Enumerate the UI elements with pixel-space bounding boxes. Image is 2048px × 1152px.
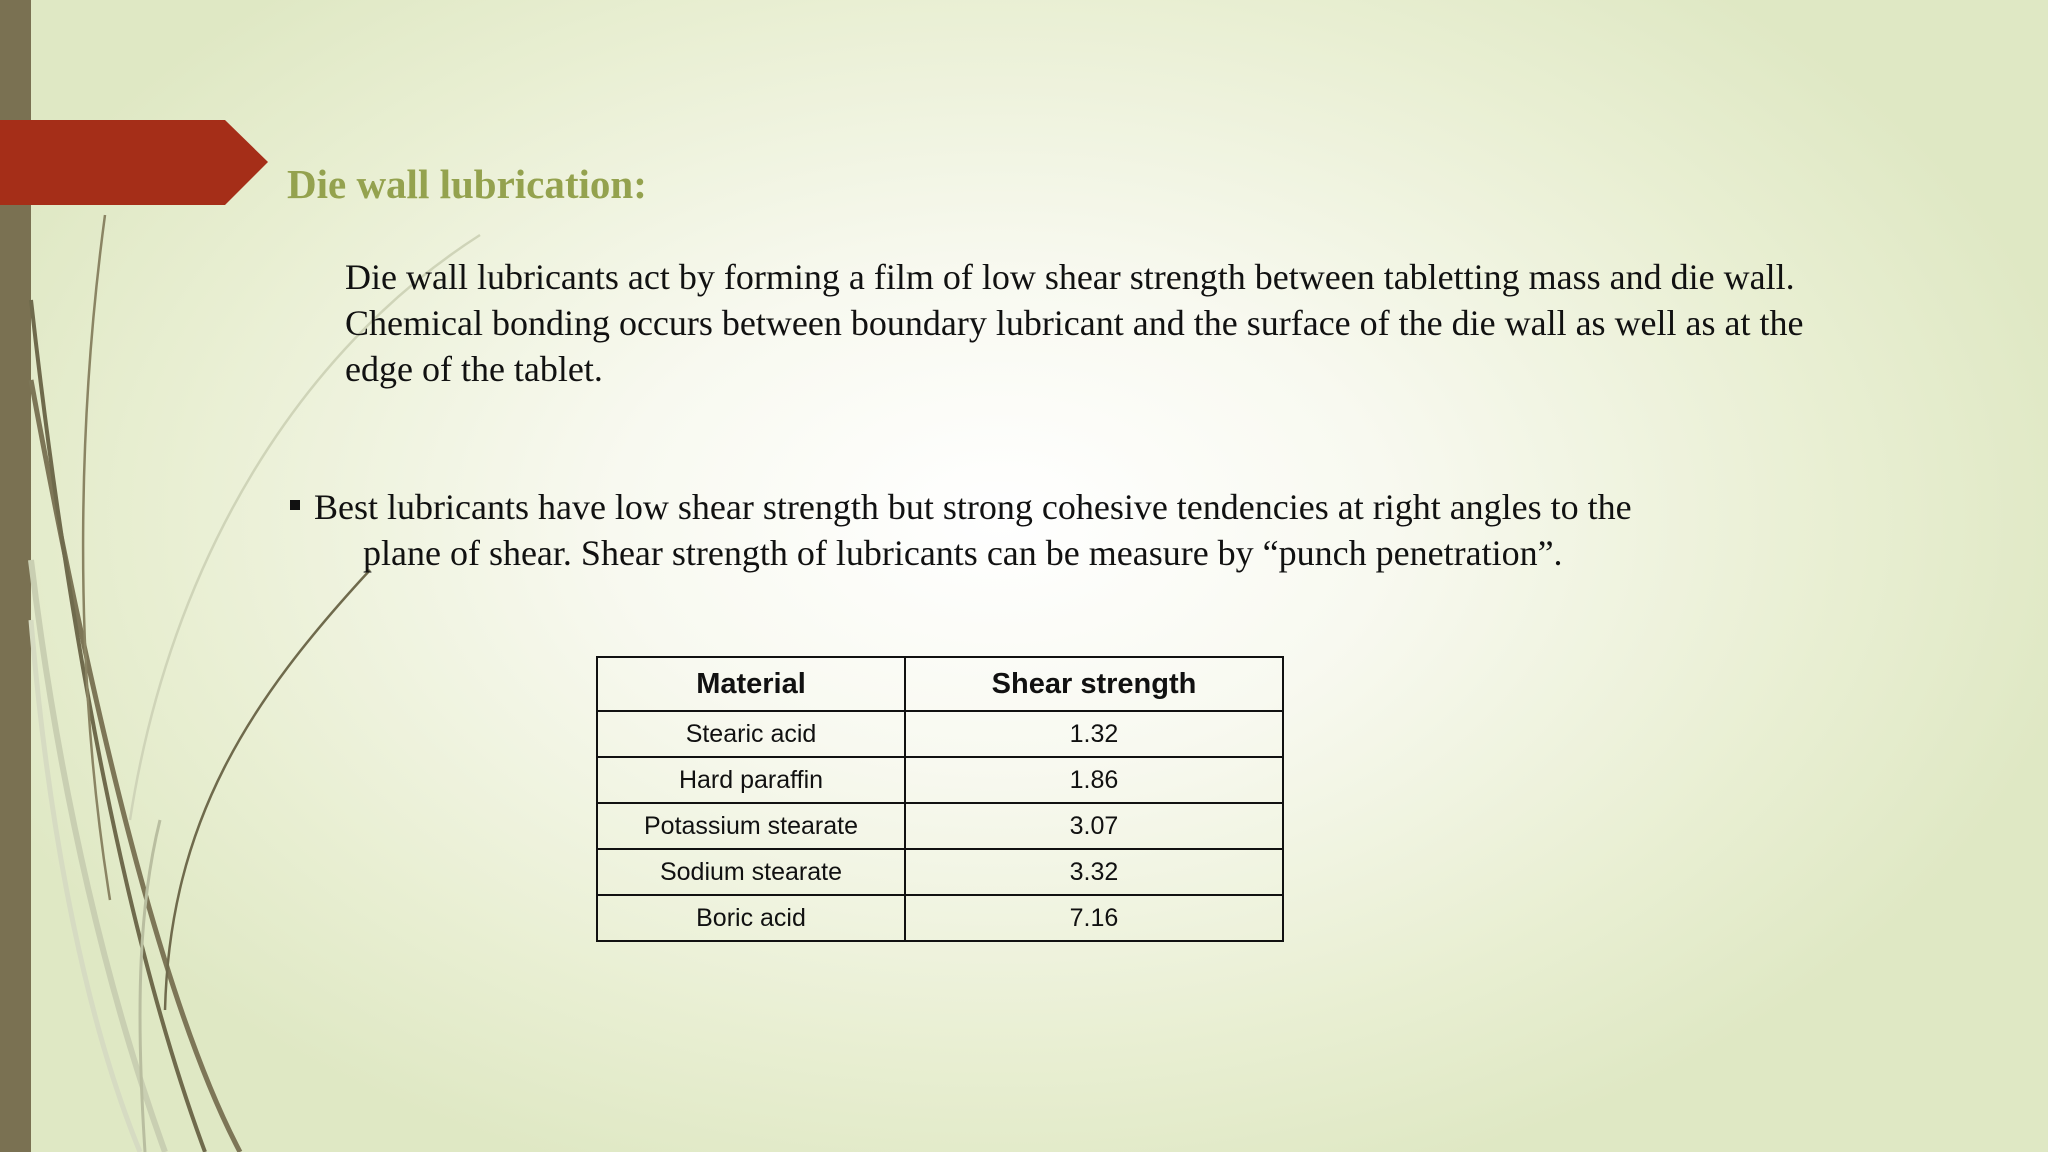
shear-strength-cell: 1.86	[905, 757, 1283, 803]
material-cell: Potassium stearate	[597, 803, 905, 849]
table-row	[597, 711, 1283, 757]
table-row	[597, 895, 1283, 941]
intro-paragraph: Die wall lubricants act by forming a film of low shear strength between tabletting mass and die wall. Chemical bonding occurs between boundary lubricant and the surface of the die wall as well as at the edge of the tablet.	[345, 257, 1804, 389]
table-row	[597, 757, 1283, 803]
material-cell: Stearic acid	[597, 711, 905, 757]
shear-strength-cell: 3.07	[905, 803, 1283, 849]
bullet-line-1-text: Best lubricants have low shear strength but strong cohesive tendencies at right angles to the	[314, 487, 1632, 527]
table-row	[597, 849, 1283, 895]
material-cell: Boric acid	[597, 895, 905, 941]
material-cell: Sodium stearate	[597, 849, 905, 895]
bullet-line-2: plane of shear. Shear strength of lubricants can be measure by “punch penetration”.	[363, 533, 1563, 573]
table-row	[597, 803, 1283, 849]
material-cell: Hard paraffin	[597, 757, 905, 803]
title-arrow-shape	[0, 120, 268, 205]
shear-strength-cell: 3.32	[905, 849, 1283, 895]
shear-strength-cell: 7.16	[905, 895, 1283, 941]
slide-title: Die wall lubrication:	[287, 161, 647, 207]
bullet-point	[290, 484, 1770, 576]
bullet-line-1	[290, 484, 1770, 530]
shear-strength-cell: 1.32	[905, 711, 1283, 757]
shear-strength-table	[596, 656, 1284, 942]
table-header-row	[597, 657, 1283, 711]
header-shear-strength: Shear strength	[905, 657, 1283, 711]
square-bullet-icon	[290, 500, 300, 510]
header-material: Material	[597, 657, 905, 711]
